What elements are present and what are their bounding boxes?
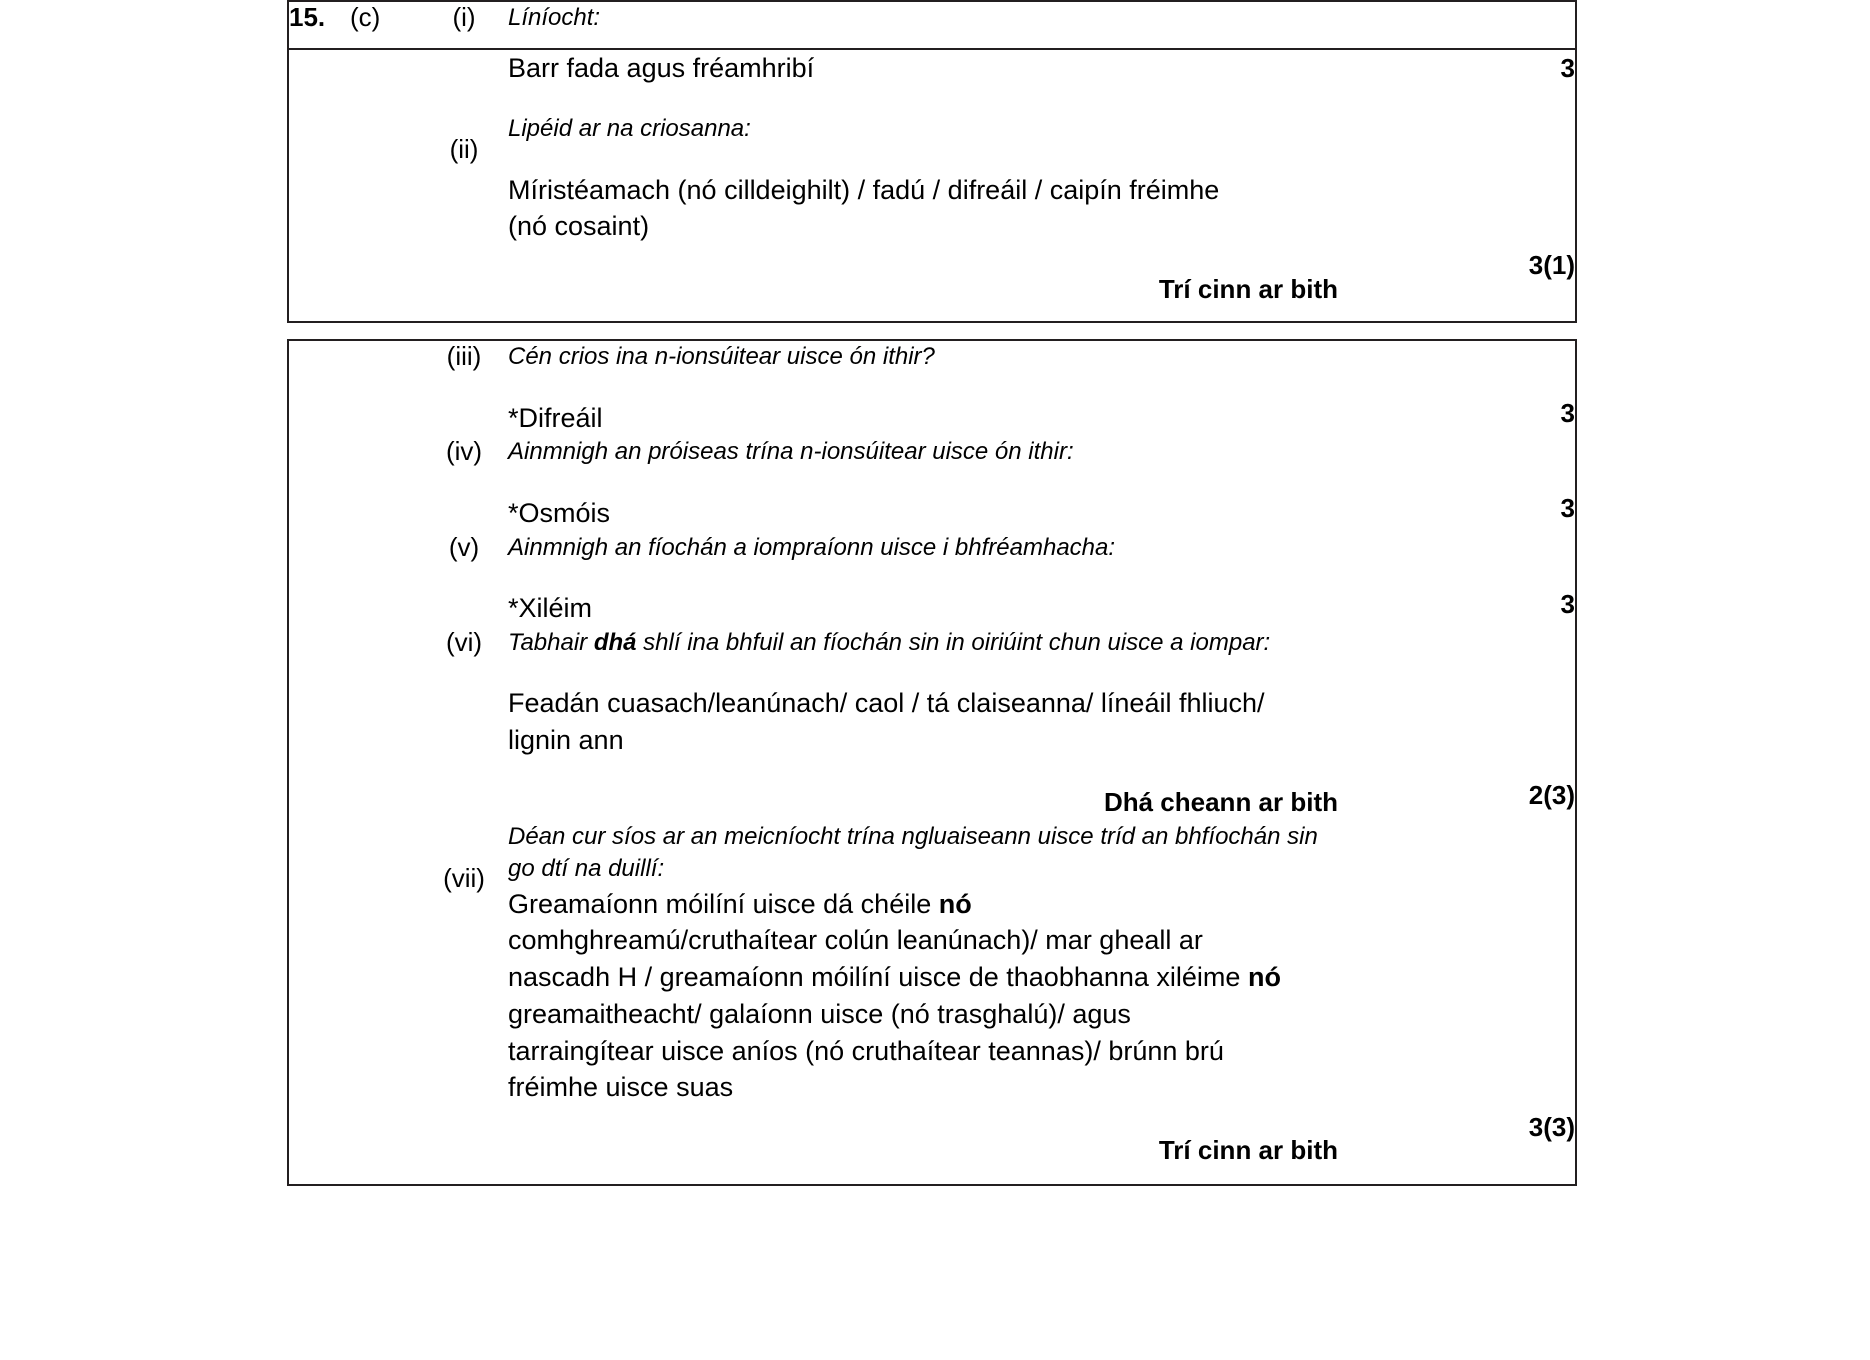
answer-vii-line-4: greamaitheacht/ galaíonn uisce (nó trasghalú)/ agus xyxy=(508,998,1131,1029)
marks-vii-cell xyxy=(1338,821,1576,1185)
marks-vi-cell xyxy=(1338,627,1576,821)
table-separator-gap xyxy=(287,323,1575,339)
spacer-cell-q xyxy=(288,532,350,627)
table-row xyxy=(288,49,1576,322)
marking-table-one xyxy=(287,0,1577,323)
table-row xyxy=(288,532,1576,627)
marks-v-cell xyxy=(1338,532,1576,627)
total-mark-vi: 2(3) xyxy=(1528,779,1575,810)
block-vii xyxy=(508,821,1338,1185)
answer-vii-line-5: tarraingítear uisce aníos (nó cruthaítear teannas)/ brúnn brú xyxy=(508,1035,1224,1066)
answer-vii-line-6: fréimhe uisce suas xyxy=(508,1072,734,1103)
total-label-ii: Trí cinn ar bith xyxy=(1158,273,1338,304)
answer-ii-line-1: Míristéamach (nó cilldeighilt) / fadú / difreáil / caipín fréimhe xyxy=(508,174,1220,205)
answer-vi-line-2: lignin ann xyxy=(508,724,624,755)
marks-column-one xyxy=(1338,49,1576,322)
spacer-cell-q xyxy=(288,821,350,1185)
mark-i: 3 xyxy=(1560,53,1575,84)
roman-numeral-vi: (vi) xyxy=(445,626,483,657)
table-row xyxy=(288,627,1576,821)
total-mark-ii: 3(1) xyxy=(1528,249,1575,280)
roman-numeral-iv: (iv) xyxy=(445,436,483,467)
answer-vii-l1-bold: nó xyxy=(938,888,972,919)
table-row xyxy=(288,340,1576,436)
roman-numeral-v: (v) xyxy=(448,531,480,562)
prompt-vi xyxy=(508,627,1338,659)
spacer-cell-q xyxy=(288,340,350,436)
block-iii xyxy=(508,340,1338,436)
answer-vii-l3-bold: nó xyxy=(1247,962,1281,993)
spacer-cell-part xyxy=(350,49,420,322)
answer-block-i-ii xyxy=(508,49,1338,322)
roman-numeral-ii: (ii) xyxy=(449,134,479,165)
prompt-vi-bold: dhá xyxy=(593,628,637,656)
prompt-vii-line-1: Déan cur síos ar an meicníocht trína ngluaiseann uisce tríd an bhfíochán sin xyxy=(508,822,1318,850)
answer-vii-line-1 xyxy=(508,886,1338,923)
total-label-vii: Trí cinn ar bith xyxy=(1158,1134,1338,1165)
answer-vii-l3-pre: nascadh H / greamaíonn móilíní uisce de thaobhanna xiléime xyxy=(508,962,1248,993)
marking-scheme-page xyxy=(287,0,1575,1186)
marks-iii-cell xyxy=(1338,340,1576,436)
mark-iii: 3 xyxy=(1560,398,1575,429)
prompt-iii: Cén crios ina n-ionsúitear uisce ón ithir? xyxy=(508,343,935,371)
block-vi xyxy=(508,627,1338,821)
table-row xyxy=(288,1,1576,49)
answer-vii-line-3 xyxy=(508,959,1338,996)
prompt-vi-post: shlí ina bhfuil an fíochán sin in oiriúint chun uisce a iompar: xyxy=(636,628,1271,656)
table-row xyxy=(288,821,1576,1185)
marking-table-two xyxy=(287,339,1577,1186)
answer-vii-l1-pre: Greamaíonn móilíní uisce dá chéile xyxy=(508,888,939,919)
spacer-cell-part xyxy=(350,532,420,627)
answer-iii: *Difreáil xyxy=(508,402,603,433)
roman-numeral-i: (i) xyxy=(452,2,476,32)
spacer-cell-part xyxy=(350,436,420,531)
prompt-vii-line-2: go dtí na duillí: xyxy=(508,855,665,883)
spacer-cell-q xyxy=(288,436,350,531)
mark-iv: 3 xyxy=(1560,493,1575,524)
prompt-vi-pre: Tabhair xyxy=(508,628,594,656)
answer-v: *Xiléim xyxy=(508,592,593,623)
prompt-lipeid: Lipéid ar na criosanna: xyxy=(508,115,751,143)
answer-iv: *Osmóis xyxy=(508,497,611,528)
roman-numeral-vii-col xyxy=(420,821,508,1185)
question-number: 15. xyxy=(289,2,326,32)
roman-numeral-ii-col xyxy=(420,49,508,322)
answer-i: Barr fada agus fréamhribí xyxy=(508,53,815,84)
prompt-linoicht: Líníocht: xyxy=(508,4,601,31)
answer-vii-line-2: comhghreamú/cruthaítear colún leanúnach)/ mar gheall ar xyxy=(508,925,1203,956)
spacer-cell-part xyxy=(350,627,420,821)
marks-empty xyxy=(1338,1,1576,49)
spacer-cell-part xyxy=(350,821,420,1185)
mark-v: 3 xyxy=(1560,588,1575,619)
table-row xyxy=(288,436,1576,531)
block-v xyxy=(508,532,1338,627)
spacer-cell-q xyxy=(288,49,350,322)
roman-numeral-iii: (iii) xyxy=(446,341,482,372)
total-mark-vii: 3(3) xyxy=(1528,1111,1575,1142)
total-label-vi: Dhá cheann ar bith xyxy=(1103,787,1338,818)
block-iv xyxy=(508,436,1338,531)
answer-vi-line-1: Feadán cuasach/leanúnach/ caol / tá claiseanna/ líneáil fhliuch/ xyxy=(508,688,1265,719)
spacer-cell-q xyxy=(288,627,350,821)
marks-iv-cell xyxy=(1338,436,1576,531)
roman-numeral-vii: (vii) xyxy=(443,862,485,893)
question-part: (c) xyxy=(350,2,381,32)
answer-ii-line-2: (nó cosaint) xyxy=(508,211,650,242)
prompt-v: Ainmnigh an fíochán a iompraíonn uisce i bhfréamhacha: xyxy=(508,533,1116,561)
spacer-cell-part xyxy=(350,340,420,436)
prompt-iv: Ainmnigh an próiseas trína n-ionsúitear uisce ón ithir: xyxy=(508,438,1074,466)
